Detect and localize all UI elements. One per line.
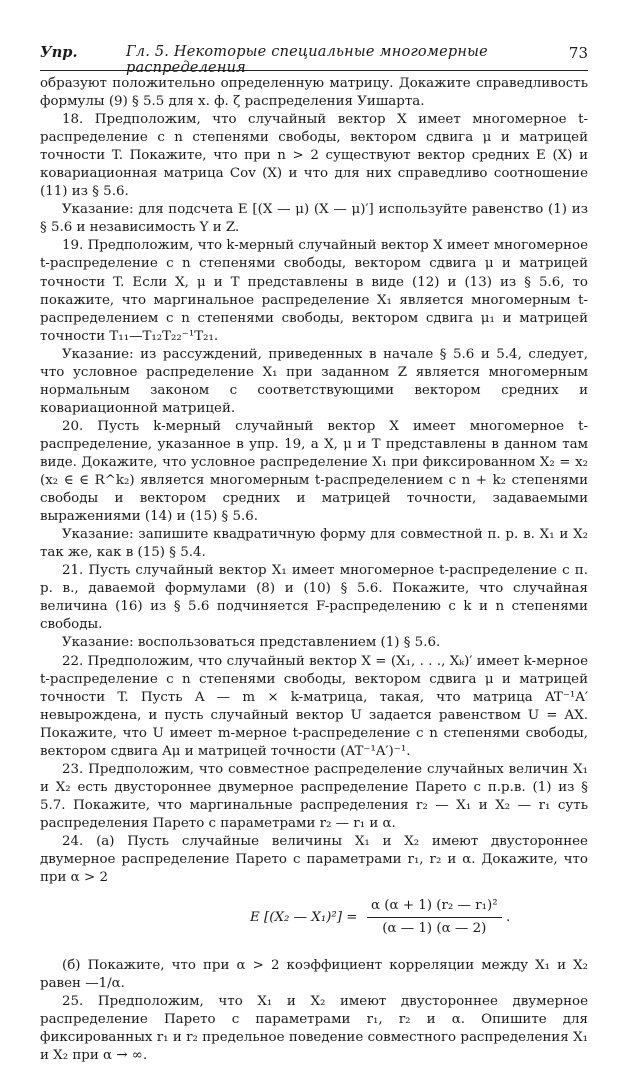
formula-fraction (367, 897, 502, 938)
formula-lhs: E [(X₂ — X₁)²] = (250, 910, 358, 926)
paragraph: образуют положительно определенную матрицу. Докажите справедливость формулы (9) § 5.5 для х. ф. ζ распределения Уишарта. (40, 76, 588, 110)
running-header (40, 44, 588, 76)
header-section-label: Упр. (40, 44, 78, 61)
hint-21: Указание: воспользоваться представлением (1) § 5.6. (62, 635, 441, 651)
header-chapter-title: Гл. 5. Некоторые специальные многомерные распределения (126, 44, 488, 76)
exercise-19: 19. Предположим, что k-мерный случайный вектор X имеет многомерное t-распределение с n степенями свободы, вектором сдвига μ и матрицей точности T. Если X, μ и T представлены в виде (12) и (13) из § 5.6, то покажите, что маргинальное распределение X₁ является многомерным t-распределением с n степенями свободы, вектором сдвига μ₁ и матрицей точности T₁₁—T₁₂T₂₂⁻¹T₂₁. (40, 238, 588, 344)
hint-18: Указание: для подсчета E [(X — μ) (X — μ)′] используйте равенство (1) из § 5.6 и независимость Y и Z. (40, 202, 588, 236)
exercise-22: 22. Предположим, что случайный вектор X = (X₁, . . ., Xₖ)′ имеет k-мерное t-распределение с n степенями свободы, вектором сдвига μ и матрицей точности T. Пусть A — m × k-матрица, такая, что матрица AT⁻¹A′ невырождена, и пусть случайный вектор U задается равенством U = AX. Покажите, что U имеет m-мерное t-распределение с n степенями свободы, вектором сдвига Aμ и матрицей точности (AT⁻¹A′)⁻¹. (40, 653, 588, 759)
page-number: 73 (568, 44, 588, 62)
formula-period: . (506, 910, 511, 926)
formula-denominator: (α — 1) (α — 2) (382, 921, 487, 937)
exercise-21: 21. Пусть случайный вектор X₁ имеет многомерное t-распределение с п. р. в., даваемой формулами (8) и (10) § 5.6. Покажите, что случайная величина (16) из § 5.6 подчиняется F-распределению с k и n степенями свободы. (40, 563, 588, 633)
page-body (40, 75, 588, 1065)
hint-19: Указание: из рассуждений, приведенных в начале § 5.6 и 5.4, следует, что условное распределение X₁ при заданном Z является многомерным нормальным законом с соответствующими вектором средних и ковариационной матрицей. (40, 346, 588, 416)
exercise-24b: (б) Покажите, что при α > 2 коэффициент корреляции между X₁ и X₂ равен —1/α. (40, 958, 588, 992)
formula-numerator: α (α + 1) (r₂ — r₁)² (367, 897, 502, 918)
exercise-20: 20. Пусть k-мерный случайный вектор X имеет многомерное t-распределение, указанное в упр. 19, а X, μ и T представлены в данном там виде. Докажите, что условное распределение X₁ при фиксированном X₂ = x₂ (x₂ ∈ ∈ R^k₂) является многомерным t-распределением с n + k₂ степенями свободы и вектором средних и матрицей точности, задаваемыми выражениями (14) и (15) § 5.6. (40, 418, 588, 525)
display-formula (100, 897, 588, 941)
hint-20: Указание: запишите квадратичную форму для совместной п. р. в. X₁ и X₂ так же, как в (15) § 5.4. (40, 527, 588, 561)
exercise-24a: 24. (а) Пусть случайные величины X₁ и X₂ имеют двустороннее двумерное распределение Парето с параметрами r₁, r₂ и α. Докажите, что при α > 2 (40, 833, 588, 886)
exercise-23: 23. Предположим, что совместное распределение случайных величин X₁ и X₂ есть двустороннее двумерное распределение Парето с п.р.в. (1) из § 5.7. Покажите, что маргинальные распределения r₂ — X₁ и X₂ — r₁ суть распределения Парето с параметрами r₂ — r₁ и α. (40, 761, 588, 831)
exercise-25: 25. Предположим, что X₁ и X₂ имеют двустороннее двумерное распределение Парето с параметрами r₁, r₂ и α. Опишите для фиксированных r₁ и r₂ предельное поведение совместного распределения X₁ и X₂ при α → ∞. (40, 994, 588, 1064)
exercise-18: 18. Предположим, что случайный вектор X имеет многомерное t-распределение с n степенями свободы, вектором сдвига μ и матрицей точности T. Покажите, что при n > 2 существуют вектор средних E (X) и ковариационная матрица Cov (X) и что для них справедливо соотношение (11) из § 5.6. (40, 112, 588, 200)
